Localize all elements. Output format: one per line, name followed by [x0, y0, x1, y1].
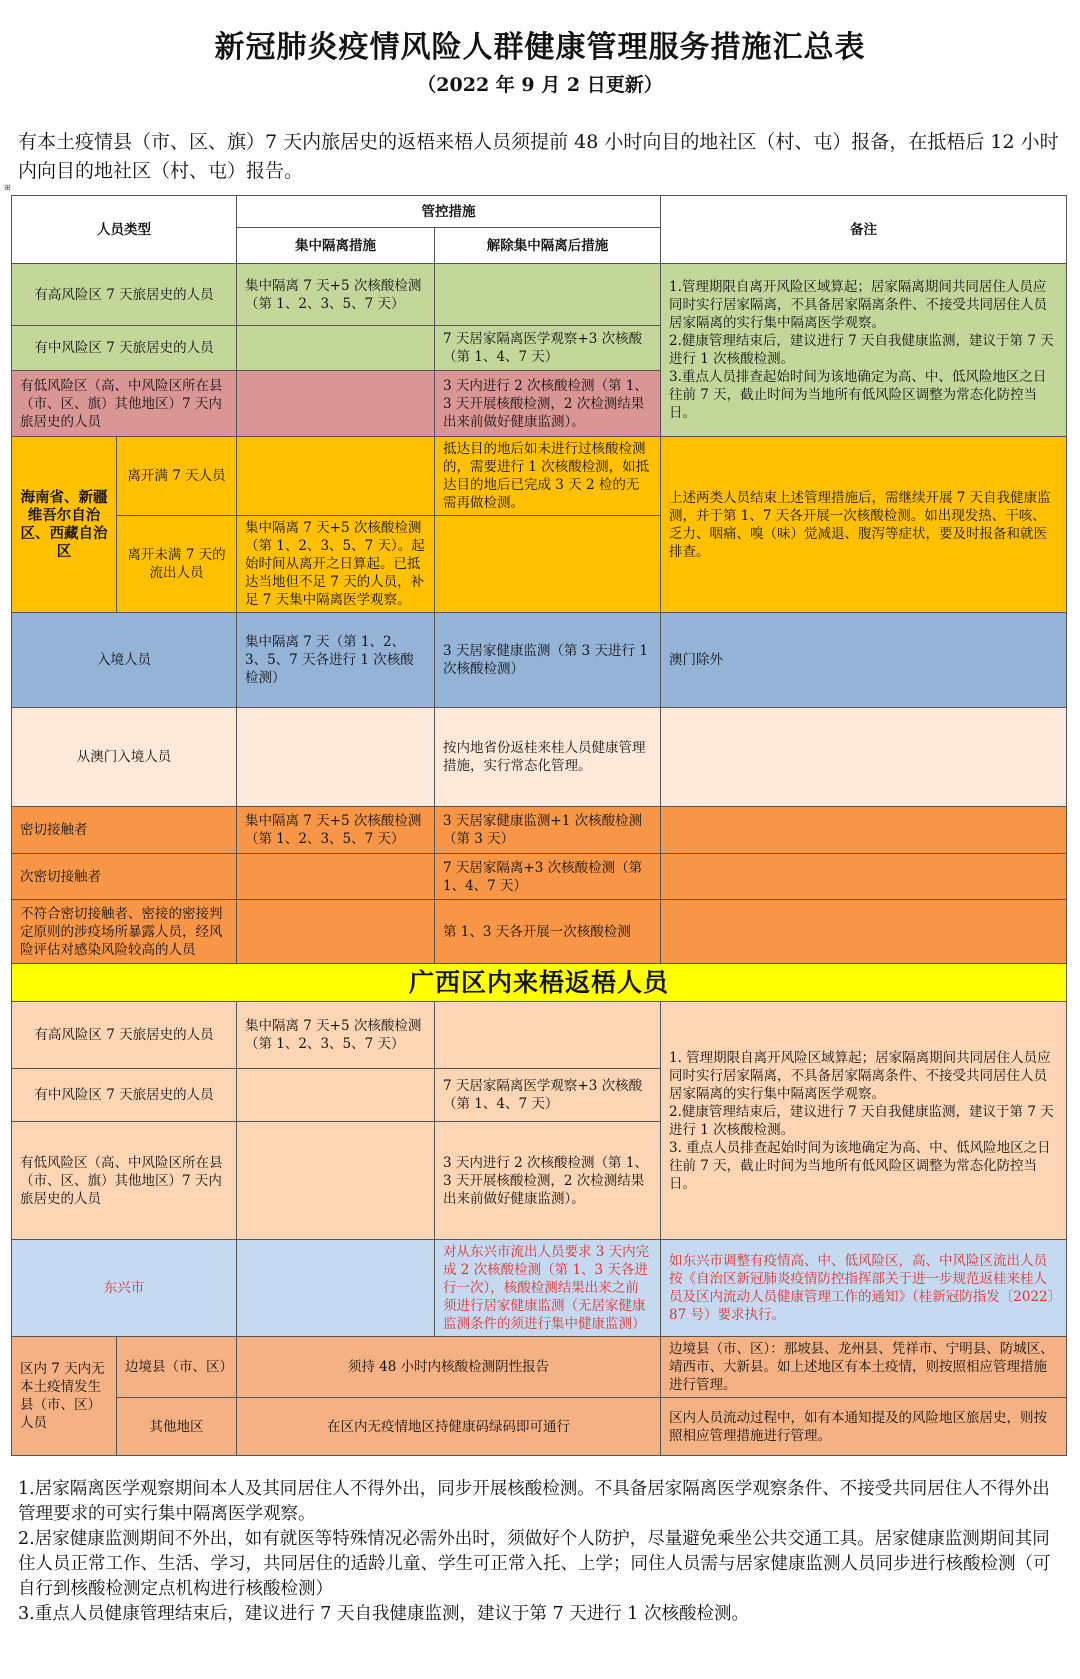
table-row — [12, 437, 1067, 516]
remark-cell: 如东兴市调整有疫情高、中、低风险区，高、中风险区流出人员按《自治区新冠肺炎疫情防控指挥部关于进一步规范返桂来桂人员及区内流动人员健康管理工作的通知》（桂新冠防指发〔2022〕87 号）要求执行。 — [661, 1240, 1067, 1337]
table-row — [12, 1398, 1067, 1456]
table-row — [12, 708, 1067, 807]
measure-cell: 须持 48 小时内核酸检测阴性报告 — [237, 1337, 661, 1398]
remark-cell — [661, 854, 1067, 900]
table-row — [12, 264, 1067, 326]
remark-cell: 边境县（市、区）：那坡县、龙州县、凭祥市、宁明县、防城区、靖西市、大新县。如上述地区有本土疫情，则按照相应管理措施进行管理。 — [661, 1337, 1067, 1398]
after-cell: 对从东兴市流出人员要求 3 天内完成 2 次核酸检测（第 1、3 天各进行一次），核酸检测结果出来之前须进行居家健康监测（无居家健康监测条件的须进行集中健康监测） — [435, 1240, 661, 1337]
centralized-cell — [237, 1069, 435, 1122]
header-centralized: 集中隔离措施 — [237, 228, 435, 264]
page-title: 新冠肺炎疫情风险人群健康管理服务措施汇总表 — [214, 30, 866, 65]
remark-cell: 上述两类人员结束上述管理措施后，需继续开展 7 天自我健康监测，并于第 1、7 天各开展一次核酸检测。如出现发热、干咳、乏力、咽痛、嗅（味）觉减退、腹泻等症状，要及时报备和就医排查。 — [661, 437, 1067, 613]
after-cell: 3 天居家健康监测（第 3 天进行 1 次核酸检测） — [435, 613, 661, 708]
type-cell: 有中风险区 7 天旅居史的人员 — [12, 1069, 237, 1122]
type-cell: 密切接触者 — [12, 807, 237, 854]
type-cell: 入境人员 — [12, 613, 237, 708]
after-cell: 第 1、3 天各开展一次核酸检测 — [435, 900, 661, 964]
after-cell: 7 天居家隔离医学观察+3 次核酸（第 1、4、7 天） — [435, 326, 661, 371]
centralized-cell: 集中隔离 7 天+5 次核酸检测（第 1、2、3、5、7 天） — [237, 807, 435, 854]
centralized-cell: 集中隔离 7 天+5 次核酸检测（第 1、2、3、5、7 天） — [237, 264, 435, 326]
type-cell: 次密切接触者 — [12, 854, 237, 900]
type-cell: 离开未满 7 天的流出人员 — [117, 516, 237, 613]
measure-cell: 在区内无疫情地区持健康码绿码即可通行 — [237, 1398, 661, 1456]
centralized-cell — [237, 708, 435, 807]
remark-cell: 1.管理期限自离开风险区域算起；居家隔离期间共同居住人员应同时实行居家隔离，不具备居家隔离条件、不接受共同居住人员居家隔离的实行集中隔离医学观察。 2.健康管理结束后，建议进行 7 天自我健康监测，建议于第 7 天进行 1 次核酸检测。 3.重点人员排查起始时间为该地确定为高、中、低风险地区之日往前 7 天，截止时间为当地所有低风险区调整为常态化防控当日。 — [661, 264, 1067, 437]
after-cell: 3 天居家健康监测+1 次核酸检测（第 3 天） — [435, 807, 661, 854]
after-cell: 3 天内进行 2 次核酸检测（第 1、3 天开展核酸检测，2 次检测结果出来前做好健康监测）。 — [435, 1122, 661, 1240]
after-cell: 7 天居家隔离医学观察+3 次核酸（第 1、4、7 天） — [435, 1069, 661, 1122]
measures-table — [11, 195, 1067, 1456]
centralized-cell — [237, 437, 435, 516]
footer-notes — [18, 1477, 1063, 1627]
footer-note: 3.重点人员健康管理结束后，建议进行 7 天自我健康监测，建议于第 7 天进行 1 次核酸检测。 — [18, 1604, 749, 1624]
table-row — [12, 1337, 1067, 1398]
centralized-cell — [237, 1240, 435, 1337]
centralized-cell: 集中隔离 7 天+5 次核酸检测（第 1、2、3、5、7 天）。起始时间从离开之日算起。已抵达当地但不足 7 天的人员，补足 7 天集中隔离医学观察。 — [237, 516, 435, 613]
type-cell: 从澳门入境人员 — [12, 708, 237, 807]
centralized-cell — [237, 854, 435, 900]
type-cell: 东兴市 — [12, 1240, 237, 1337]
section-banner: 广西区内来梧返梧人员 — [12, 964, 1067, 1002]
table-row — [12, 613, 1067, 708]
type-cell: 不符合密切接触者、密接的密接判定原则的涉疫场所暴露人员，经风险评估对感染风险较高的人员 — [12, 900, 237, 964]
header-after-release: 解除集中隔离后措施 — [435, 228, 661, 264]
type-cell: 边境县（市、区） — [117, 1337, 237, 1398]
table-row — [12, 900, 1067, 964]
type-cell: 有中风险区 7 天旅居史的人员 — [12, 326, 237, 371]
header-measures: 管控措施 — [237, 196, 661, 228]
footer-note: 1.居家隔离医学观察期间本人及其同居住人不得外出，同步开展核酸检测。不具备居家隔离医学观察条件、不接受共同居住人不得外出管理要求的可实行集中隔离医学观察。 — [18, 1479, 1050, 1524]
type-cell: 有高风险区 7 天旅居史的人员 — [12, 264, 237, 326]
remark-cell: 澳门除外 — [661, 613, 1067, 708]
type-cell: 有低风险区（高、中风险区所在县（市、区、旗）其他地区）7 天内旅居史的人员 — [12, 1122, 237, 1240]
after-cell: 7 天居家隔离+3 次核酸检测（第 1、4、7 天） — [435, 854, 661, 900]
after-cell — [435, 1002, 661, 1069]
remark-cell — [661, 900, 1067, 964]
header-person-type: 人员类型 — [12, 196, 237, 264]
region-cell: 区内 7 天内无本土疫情发生县（市、区）人员 — [12, 1337, 117, 1456]
remark-cell — [661, 807, 1067, 854]
region-cell: 海南省、新疆维吾尔自治区、西藏自治区 — [12, 437, 117, 613]
centralized-cell: 集中隔离 7 天（第 1、2、3、5、7 天各进行 1 次核酸检测） — [237, 613, 435, 708]
page-subtitle: （2022 年 9 月 2 日更新） — [417, 74, 663, 96]
table-row — [12, 1002, 1067, 1069]
remark-cell: 1. 管理期限自离开风险区域算起；居家隔离期间共同居住人员应同时实行居家隔离，不具备居家隔离条件、不接受共同居住人员居家隔离的实行集中隔离医学观察。 2.健康管理结束后，建议进行 7 天自我健康监测，建议于第 7 天进行 1 次核酸检测。 3. 重点人员排查起始时间为该地确定为高、中、低风险地区之日往前 7 天，截止时间为当地所有低风险区调整为常态化防控当日。 — [661, 1002, 1067, 1240]
after-cell — [435, 516, 661, 613]
remark-cell — [661, 708, 1067, 807]
table-row — [12, 1240, 1067, 1337]
header-remarks: 备注 — [661, 196, 1067, 264]
type-cell: 其他地区 — [117, 1398, 237, 1456]
centralized-cell — [237, 371, 435, 437]
table-row — [12, 807, 1067, 854]
remark-cell: 区内人员流动过程中，如有本通知提及的风险地区旅居史，则按照相应管理措施进行管理。 — [661, 1398, 1067, 1456]
centralized-cell — [237, 326, 435, 371]
after-cell: 3 天内进行 2 次核酸检测（第 1、3 天开展核酸检测，2 次检测结果出来前做好健康监测）。 — [435, 371, 661, 437]
footer-note: 2.居家健康监测期间不外出，如有就医等特殊情况必需外出时，须做好个人防护，尽量避免乘坐公共交通工具。居家健康监测期间其同住人员正常工作、生活、学习，共同居住的适龄儿童、学生可正常入托、上学；同住人员需与居家健康监测人员同步进行核酸检测（可自行到核酸检测定点机构进行核酸检测） — [18, 1529, 1051, 1599]
centralized-cell — [237, 1122, 435, 1240]
table-row — [12, 854, 1067, 900]
table-anchor-icon: ⊞ — [4, 183, 11, 192]
after-cell — [435, 264, 661, 326]
intro-paragraph: 有本土疫情县（市、区、旗）7 天内旅居史的返梧来梧人员须提前 48 小时向目的地社区（村、屯）报备，在抵梧后 12 小时内向目的地社区（村、屯）报告。 — [18, 131, 1059, 182]
centralized-cell: 集中隔离 7 天+5 次核酸检测（第 1、2、3、5、7 天） — [237, 1002, 435, 1069]
type-cell: 有低风险区（高、中风险区所在县（市、区、旗）其他地区）7 天内旅居史的人员 — [12, 371, 237, 437]
centralized-cell — [237, 900, 435, 964]
type-cell: 有高风险区 7 天旅居史的人员 — [12, 1002, 237, 1069]
after-cell: 抵达目的地后如未进行过核酸检测的，需要进行 1 次核酸检测，如抵达目的地后已完成 3 天 2 检的无需再做检测。 — [435, 437, 661, 516]
type-cell: 离开满 7 天人员 — [117, 437, 237, 516]
after-cell: 按内地省份返桂来桂人员健康管理措施，实行常态化管理。 — [435, 708, 661, 807]
